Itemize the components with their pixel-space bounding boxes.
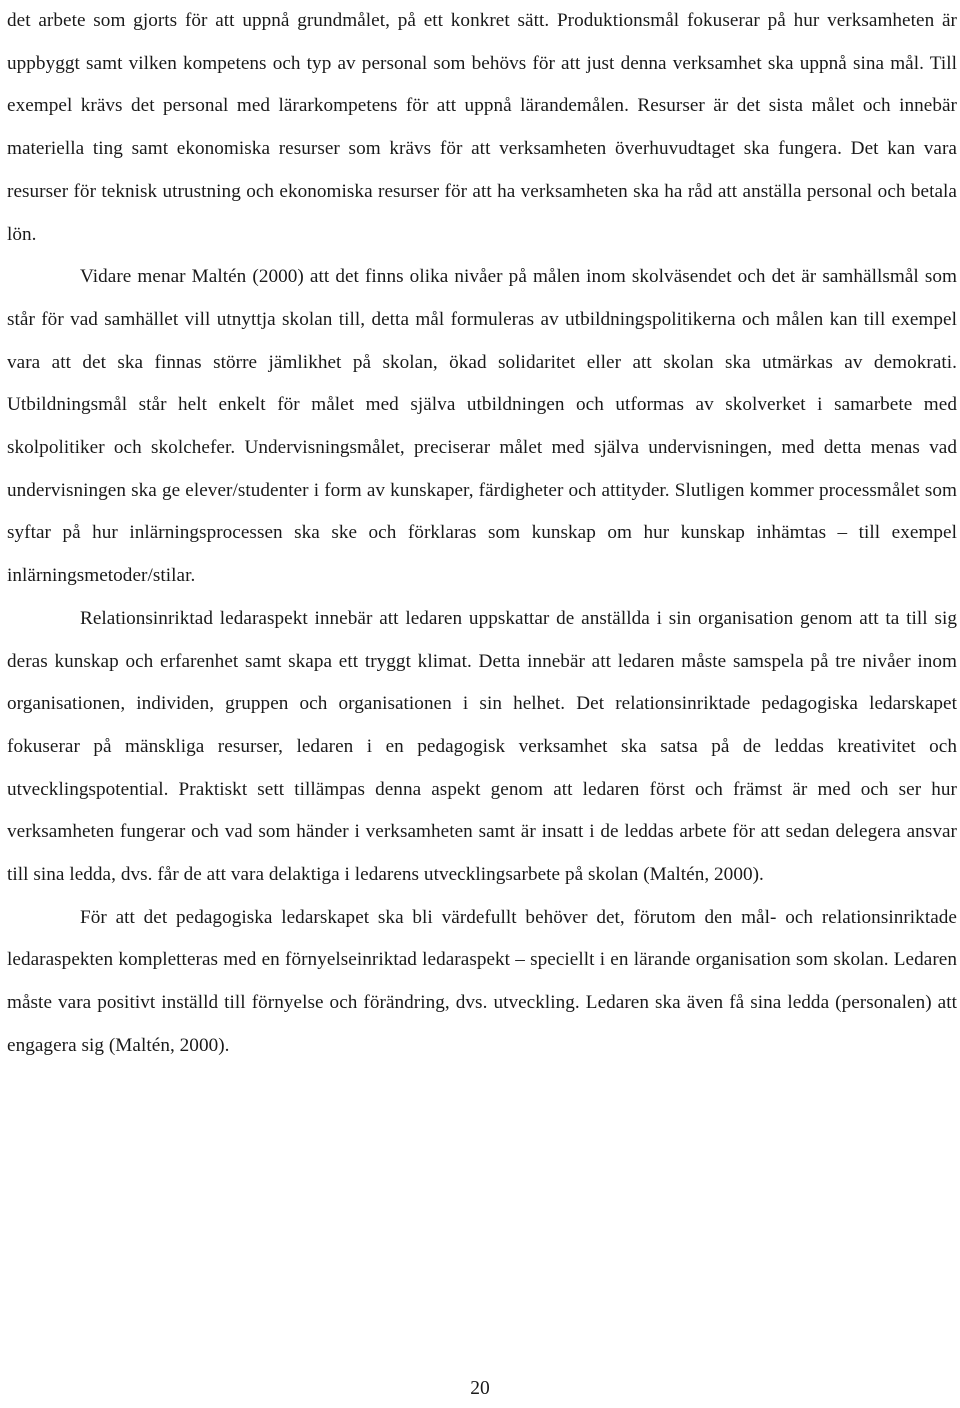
paragraph-goal-levels: Vidare menar Maltén (2000) att det finns olika nivåer på målen inom skolväsendet och det är samhällsmål som står för vad samhället vill utnyttja skolan till, detta mål formuleras av utbildningspolitikerna och målen kan till exempel vara att det ska finnas större jämlikhet på skolan, ökad solidaritet eller att skolan ska utmärkas av demokrati. Utbildningsmål står helt enkelt för målet med själva utbildningen och utformas av skolverket i samarbete med skolpolitiker och skolchefer. Undervisningsmålet, preciserar målet med själva undervisningen, med detta menas vad undervisningen ska ge elever/studenter i form av kunskaper, färdigheter och attityder. Slutligen kommer processmålet som syftar på hur inlärningsprocessen ska ske och förklaras som kunskap om hur kunskap inhämtas – till exempel inlärningsmetoder/stilar. — [7, 266, 957, 587]
paragraph-resources: det arbete som gjorts för att uppnå grundmålet, på ett konkret sätt. Produktionsmål fokuserar på hur verksamheten är uppbyggt samt vilken kompetens och typ av personal som behövs för att just denna verksamhet ska uppnå sina mål. Till exempel krävs det personal med lärarkompetens för att uppnå lärandemålen. Resurser är det sista målet och innebär materiella ting samt ekonomiska resurser som krävs för att verksamheten överhuvudtaget ska fungera. Det kan vara resurser för teknisk utrustning och ekonomiska resurser för att ha verksamheten ska ha råd att anställa personal och betala lön. — [7, 10, 957, 245]
paragraph-renewal-oriented: För att det pedagogiska ledarskapet ska bli värdefullt behöver det, förutom den mål- och relationsinriktade ledaraspekten kompletteras med en förnyelseinriktad ledaraspekt – speciellt i en lärande organisation som skolan. Ledaren måste vara positivt inställd till förnyelse och förändring, dvs. utveckling. Ledaren ska även få sina ledda (personalen) att engagera sig (Maltén, 2000). — [7, 906, 957, 1056]
document-page — [7, 0, 957, 1068]
paragraph-relation-oriented: Relationsinriktad ledaraspekt innebär att ledaren uppskattar de anställda i sin organisation genom att ta till sig deras kunskap och erfarenhet samt skapa ett tryggt klimat. Detta innebär att ledaren måste samspela på tre nivåer inom organisationen, individen, gruppen och organisationen i sin helhet. Det relationsinriktade pedagogiska ledarskapet fokuserar på mänskliga resurser, ledaren i en pedagogisk verksamhet ska satsa på de leddas kreativitet och utvecklingspotential. Praktiskt sett tillämpas denna aspekt genom att ledaren först och främst är med och ser hur verksamheten fungerar och vad som händer i verksamheten samt är insatt i de leddas arbete för att sedan delegera ansvar till sina ledda, dvs. får de att vara delaktiga i ledarens utvecklingsarbete på skolan (Maltén, 2000). — [7, 607, 957, 886]
page-number: 20 — [470, 1378, 490, 1399]
